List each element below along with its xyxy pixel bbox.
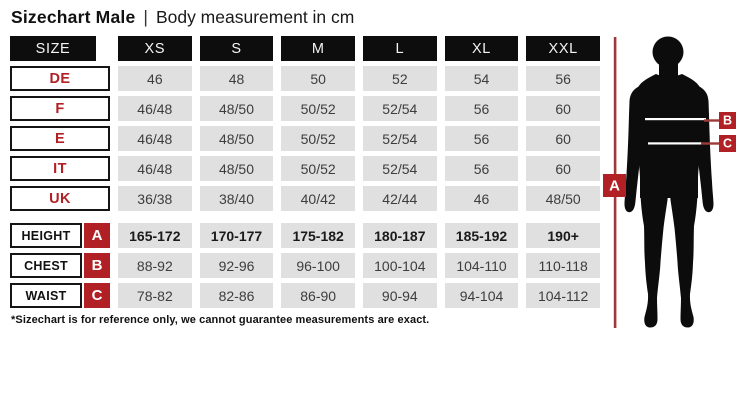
male-silhouette <box>625 37 714 328</box>
table-cell: 48/50 <box>200 96 274 121</box>
height-badge: A <box>84 223 110 248</box>
table-cell: 46/48 <box>118 96 192 121</box>
table-cell: 56 <box>526 66 600 91</box>
row-label-height <box>10 223 110 248</box>
row-label-chest <box>10 253 110 278</box>
table-cell: 60 <box>526 156 600 181</box>
body-measurement-diagram <box>600 30 750 340</box>
table-cell: 48/50 <box>526 186 600 211</box>
table-cell: 36/38 <box>118 186 192 211</box>
footnote: *Sizechart is for reference only, we cannot guarantee measurements are exact. <box>11 314 430 326</box>
title-main: Sizechart Male <box>11 7 136 27</box>
svg-text:C: C <box>722 136 733 151</box>
chest-line <box>645 118 706 120</box>
table-cell: 48 <box>200 66 274 91</box>
table-cell: 46/48 <box>118 156 192 181</box>
table-cell: 50/52 <box>281 96 355 121</box>
table-cell: 92-96 <box>200 253 274 278</box>
table-cell: 56 <box>445 156 519 181</box>
svg-text:A: A <box>609 177 620 195</box>
table-cell: 52/54 <box>363 96 437 121</box>
row-label-waist <box>10 283 110 308</box>
table-cell: 48/50 <box>200 156 274 181</box>
page-title <box>11 7 354 28</box>
table-cell: 96-100 <box>281 253 355 278</box>
table-cell: 78-82 <box>118 283 192 308</box>
table-cell: 56 <box>445 96 519 121</box>
table-cell: 40/42 <box>281 186 355 211</box>
measure-grid <box>10 223 600 308</box>
waist-label: WAIST <box>10 283 82 308</box>
table-cell: 165-172 <box>118 223 192 248</box>
row-label-it: IT <box>10 156 110 181</box>
table-cell: 52/54 <box>363 156 437 181</box>
row-label-de: DE <box>10 66 110 91</box>
table-cell: 104-110 <box>445 253 519 278</box>
waist-badge: C <box>84 283 110 308</box>
height-label: HEIGHT <box>10 223 82 248</box>
column-header-m: M <box>281 36 355 61</box>
table-cell: 46 <box>445 186 519 211</box>
table-cell: 88-92 <box>118 253 192 278</box>
table-cell: 185-192 <box>445 223 519 248</box>
table-cell: 170-177 <box>200 223 274 248</box>
waist-pointer-line <box>701 142 719 144</box>
row-label-f: F <box>10 96 110 121</box>
row-label-uk: UK <box>10 186 110 211</box>
title-subtitle: Body measurement in cm <box>155 7 355 27</box>
table-cell: 175-182 <box>281 223 355 248</box>
table-cell: 46 <box>118 66 192 91</box>
table-cell: 82-86 <box>200 283 274 308</box>
table-cell: 50/52 <box>281 156 355 181</box>
figure-height-badge <box>603 174 626 197</box>
table-cell: 100-104 <box>363 253 437 278</box>
table-cell: 54 <box>445 66 519 91</box>
table-cell: 180-187 <box>363 223 437 248</box>
figure-chest-badge <box>719 112 736 129</box>
table-cell: 50/52 <box>281 126 355 151</box>
column-header-l: L <box>363 36 437 61</box>
chest-label: CHEST <box>10 253 82 278</box>
svg-text:B: B <box>722 113 733 128</box>
column-header-xxl: XXL <box>526 36 600 61</box>
table-cell: 50 <box>281 66 355 91</box>
table-cell: 104-112 <box>526 283 600 308</box>
table-cell: 60 <box>526 126 600 151</box>
table-cell: 86-90 <box>281 283 355 308</box>
table-cell: 94-104 <box>445 283 519 308</box>
column-header-s: S <box>200 36 274 61</box>
table-cell: 190+ <box>526 223 600 248</box>
table-cell: 60 <box>526 96 600 121</box>
chest-pointer-line <box>704 119 719 121</box>
sizechart-table <box>10 36 600 308</box>
column-header-xs: XS <box>118 36 192 61</box>
row-label-e: E <box>10 126 110 151</box>
chest-badge: B <box>84 253 110 278</box>
table-cell: 56 <box>445 126 519 151</box>
table-cell: 90-94 <box>363 283 437 308</box>
table-cell: 46/48 <box>118 126 192 151</box>
size-grid <box>10 36 600 211</box>
table-cell: 38/40 <box>200 186 274 211</box>
table-cell: 48/50 <box>200 126 274 151</box>
figure-waist-badge <box>719 135 736 152</box>
table-cell: 42/44 <box>363 186 437 211</box>
table-cell: 110-118 <box>526 253 600 278</box>
table-cell: 52 <box>363 66 437 91</box>
title-separator: | <box>143 7 148 27</box>
table-cell: 52/54 <box>363 126 437 151</box>
column-header-xl: XL <box>445 36 519 61</box>
column-header-size: SIZE <box>10 36 96 61</box>
waist-line <box>648 142 702 144</box>
